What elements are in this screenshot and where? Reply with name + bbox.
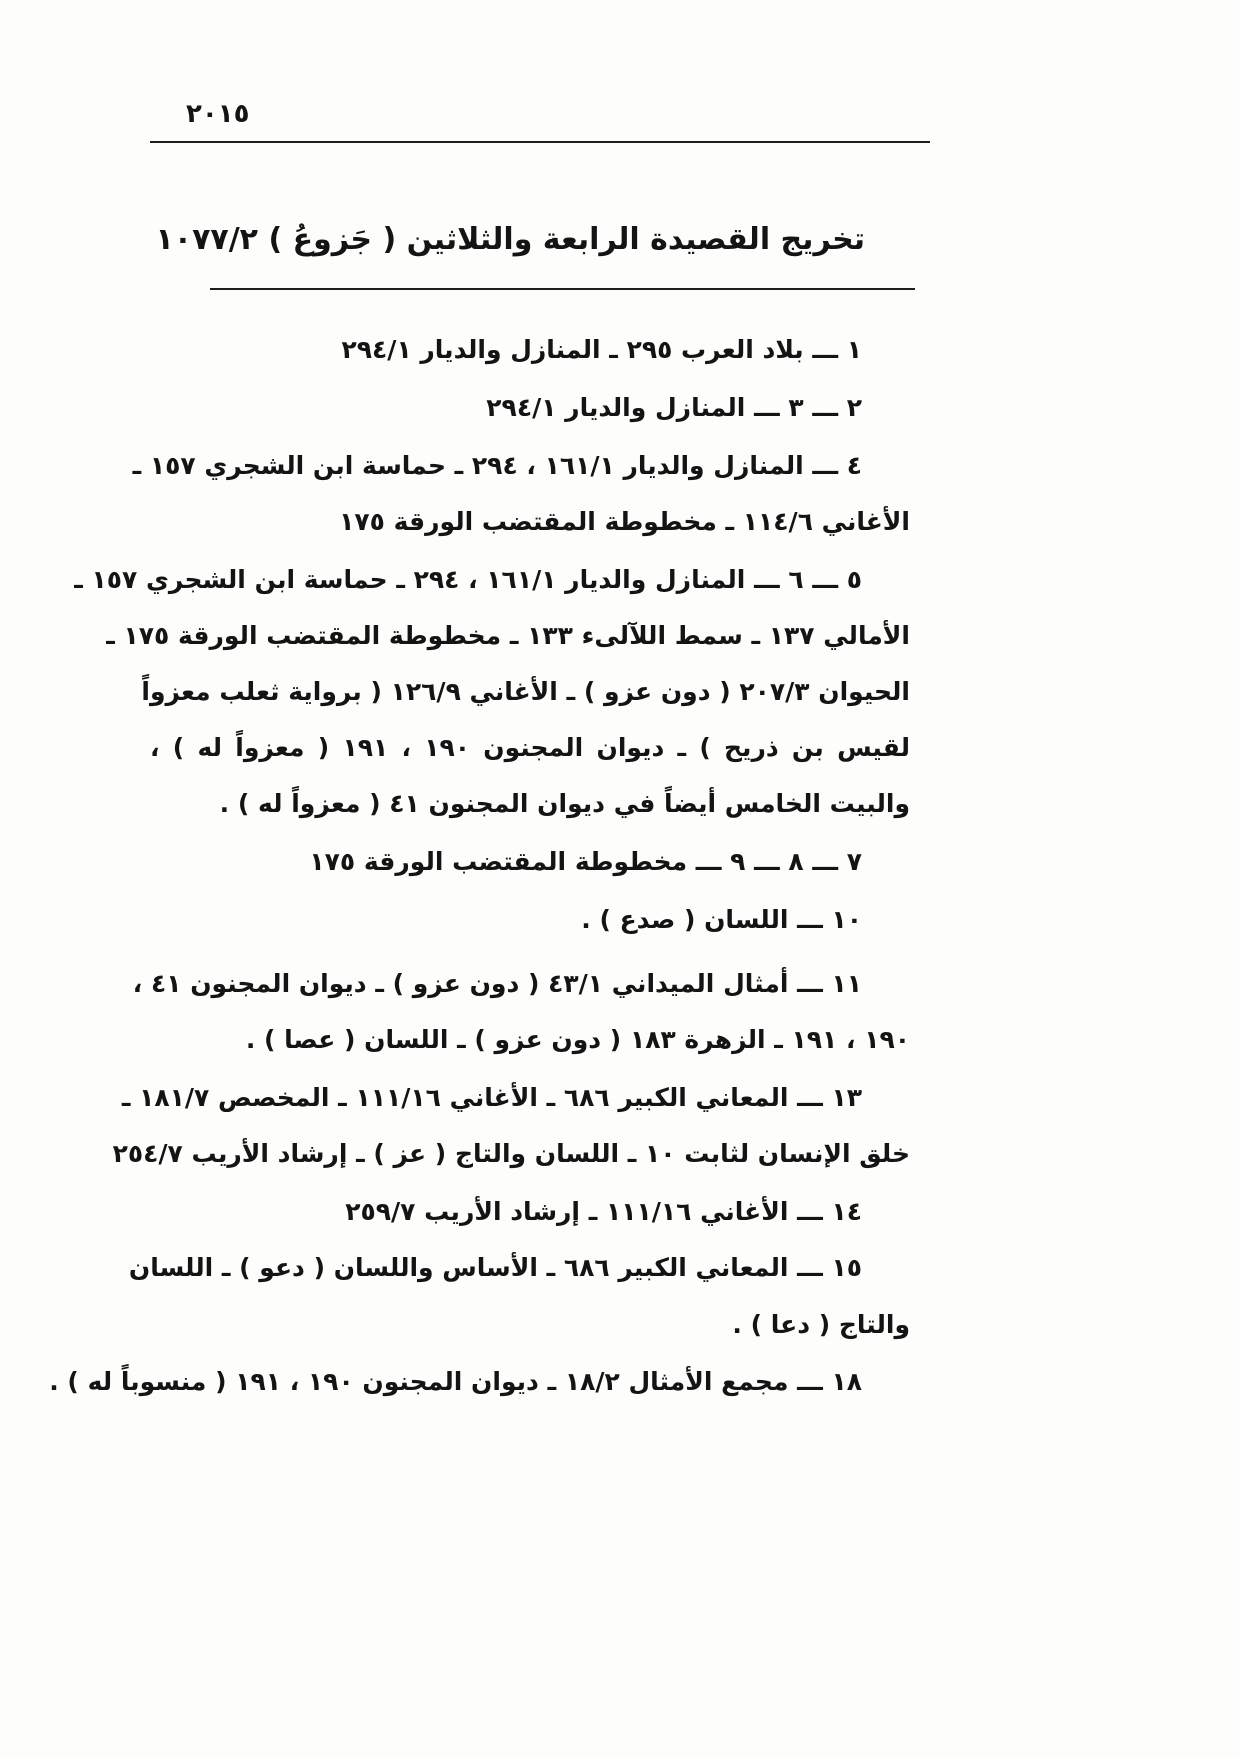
entry-line: ١١ ـــ أمثال الميداني ٤٣/١ ( دون عزو ) ـ ديوان المجنون ٤١ ،: [132, 969, 862, 998]
entry-line: ٢ ـــ ٣ ـــ المنازل والديار ٢٩٤/١: [486, 393, 862, 422]
entry-line: ١٨ ـــ مجمع الأمثال ١٨/٢ ـ ديوان المجنون ١٩٠ ، ١٩١ ( منسوباً له ) .: [49, 1367, 862, 1396]
continuation-line: الحيوان ٢٠٧/٣ ( دون عزو ) ـ الأغاني ١٢٦/٩ ( برواية ثعلب معزواً: [141, 677, 910, 706]
entry-line: ١٥ ـــ المعاني الكبير ٦٨٦ ـ الأساس واللسان ( دعو ) ـ اللسان: [128, 1253, 862, 1282]
continuation-line: الأغاني ١١٤/٦ ـ مخطوطة المقتضب الورقة ١٧٥: [339, 507, 910, 536]
continuation-line: ١٩٠ ، ١٩١ ـ الزهرة ١٨٣ ( دون عزو ) ـ اللسان ( عصا ) .: [245, 1025, 910, 1054]
entry-line: ٤ ـــ المنازل والديار ١٦١/١ ، ٢٩٤ ـ حماسة ابن الشجري ١٥٧ ـ: [132, 451, 862, 480]
page-number: ٢٠١٥: [186, 99, 250, 129]
entry-line: ١ ـــ بلاد العرب ٢٩٥ ـ المنازل والديار ٢٩٤/١: [341, 335, 862, 364]
entry-line: ٧ ـــ ٨ ـــ ٩ ـــ مخطوطة المقتضب الورقة ١٧٥: [309, 847, 862, 876]
header-rule: [150, 141, 930, 143]
continuation-line: والتاج ( دعا ) .: [732, 1310, 910, 1339]
entry-line: ١٤ ـــ الأغاني ١١١/١٦ ـ إرشاد الأريب ٢٥٩/٧: [345, 1197, 862, 1226]
entry-line: ١٠ ـــ اللسان ( صدع ) .: [581, 905, 862, 934]
section-title: تخريج القصيدة الرابعة والثلاثين ( جَزوعُ ) ١٠٧٧/٢: [155, 222, 865, 257]
entry-line: ١٣ ـــ المعاني الكبير ٦٨٦ ـ الأغاني ١١١/١٦ ـ المخصص ١٨١/٧ ـ: [121, 1083, 862, 1112]
continuation-line: والبيت الخامس أيضاً في ديوان المجنون ٤١ ( معزواً له ) .: [219, 789, 910, 818]
continuation-line: لقيس بن ذريح ) ـ ديوان المجنون ١٩٠ ، ١٩١ ( معزواً له ) ،: [150, 733, 910, 762]
continuation-line: الأمالي ١٣٧ ـ سمط اللآلىء ١٣٣ ـ مخطوطة المقتضب الورقة ١٧٥ ـ: [106, 621, 910, 650]
title-underline: [210, 288, 915, 290]
continuation-line: خلق الإنسان لثابت ١٠ ـ اللسان والتاج ( عز ) ـ إرشاد الأريب ٢٥٤/٧: [112, 1139, 910, 1168]
entry-line: ٥ ـــ ٦ ـــ المنازل والديار ١٦١/١ ، ٢٩٤ ـ حماسة ابن الشجري ١٥٧ ـ: [74, 565, 862, 594]
